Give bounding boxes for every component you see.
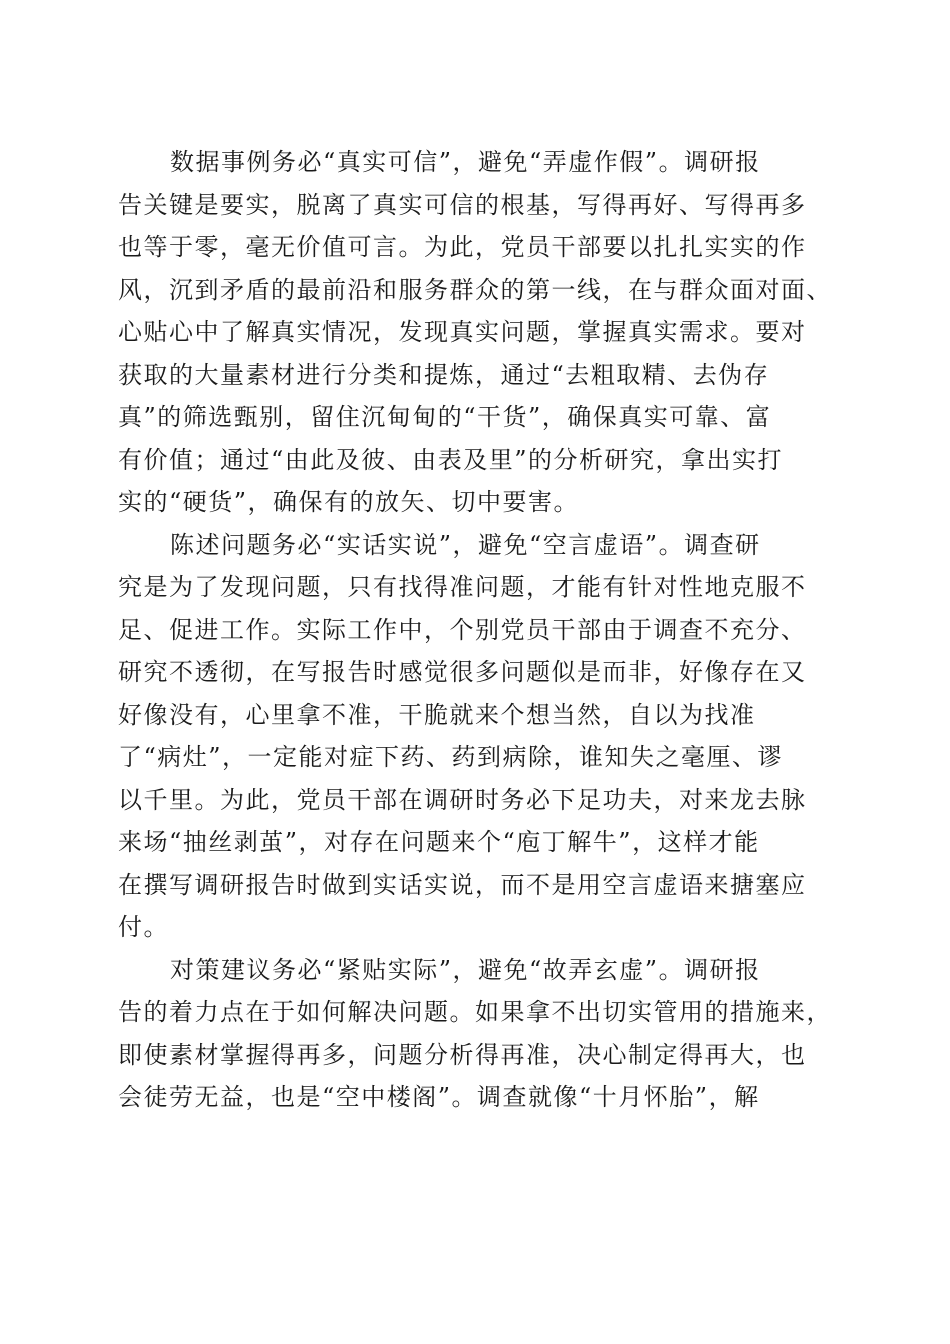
text-line: 究是为了发现问题，只有找得准问题，才能有针对性地克服不 (118, 573, 807, 601)
text-line: 真”的筛选甄别，留住沉甸甸的“干货”，确保真实可靠、富 (118, 403, 772, 431)
text-line: 陈述问题务必“实话实说”，避免“空言虚语”。调查研 (170, 530, 761, 559)
paragraph-data-examples (118, 141, 836, 524)
text-line: 了“病灶”，一定能对症下药、药到病除，谁知失之毫厘、谬 (118, 743, 784, 771)
text-line: 来场“抽丝剥茧”，对存在问题来个“庖丁解牛”，这样才能 (118, 828, 760, 856)
text-line: 研究不透彻，在写报告时感觉很多问题似是而非，好像存在又 (118, 658, 807, 686)
text-line: 数据事例务必“真实可信”，避免“弄虚作假”。调研报 (170, 148, 761, 176)
text-line: 风，沉到矛盾的最前沿和服务群众的第一线，在与群众面对面、 (118, 275, 832, 304)
text-line: 会徒劳无益，也是“空中楼阁”。调查就像“十月怀胎”，解 (118, 1083, 760, 1111)
text-line: 对策建议务必“紧贴实际”，避免“故弄玄虚”。调研报 (170, 955, 761, 984)
text-line: 告关键是要实，脱离了真实可信的根基，写得再好、写得再多 (118, 190, 807, 219)
text-line: 即使素材掌握得再多，问题分析得再准，决心制定得再大，也 (118, 1040, 807, 1069)
text-line: 以千里。为此，党员干部在调研时务必下足功夫，对来龙去脉 (118, 785, 807, 814)
text-line: 有价值；通过“由此及彼、由表及里”的分析研究，拿出实打 (118, 445, 784, 474)
document-body (118, 141, 836, 1119)
text-line: 好像没有，心里拿不准，干脆就来个想当然，自以为找准 (118, 700, 756, 729)
text-line: 告的着力点在于如何解决问题。如果拿不出切实管用的措施来， (118, 998, 832, 1026)
paragraph-countermeasures (118, 949, 836, 1119)
text-line: 也等于零，毫无价值可言。为此，党员干部要以扎扎实实的作 (118, 233, 807, 261)
text-line: 付。 (118, 913, 169, 941)
text-line: 实的“硬货”，确保有的放矢、切中要害。 (118, 488, 580, 516)
text-line: 心贴心中了解真实情况，发现真实问题，掌握真实需求。要对 (118, 318, 807, 346)
paragraph-problem-statement (118, 524, 836, 949)
text-line: 获取的大量素材进行分类和提炼，通过“去粗取精、去伪存 (118, 360, 770, 389)
text-line: 足、促进工作。实际工作中，个别党员干部由于调查不充分、 (118, 615, 807, 644)
text-line: 在撰写调研报告时做到实话实说，而不是用空言虚语来搪塞应 (118, 870, 807, 899)
